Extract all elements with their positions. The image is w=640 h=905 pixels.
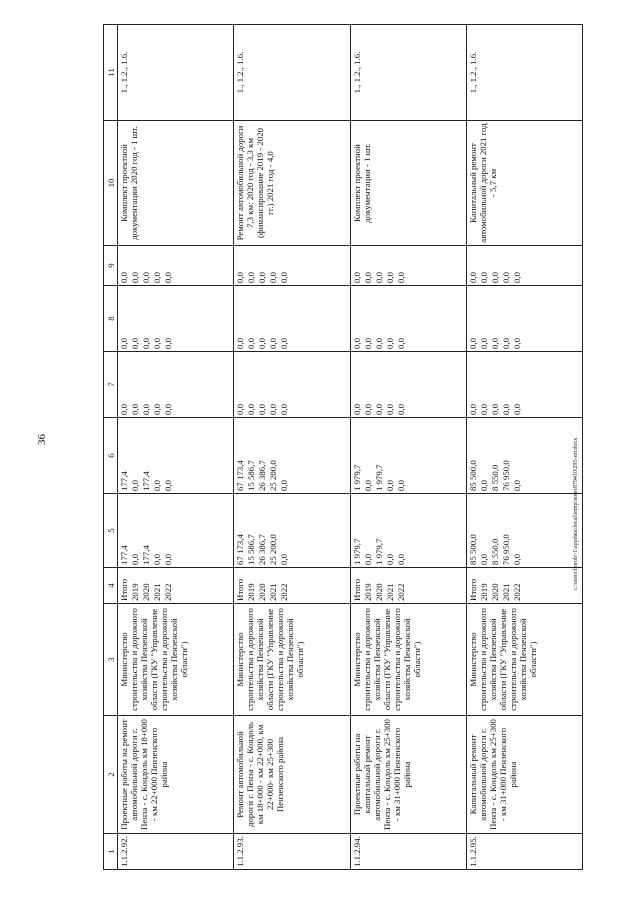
result-indicator: Капитальный ремонт автомобильной дороги 2021 год - 5,7 км: [466, 121, 582, 246]
year-cell: 2020: [257, 583, 268, 601]
value-cell: 0,0: [511, 272, 522, 283]
year-cell: 2021: [500, 583, 511, 601]
value-list-c8: [466, 286, 582, 352]
value-cell: 0,0: [489, 338, 500, 349]
value-list-c9: [350, 246, 466, 286]
value-cell: 0,0: [489, 404, 500, 415]
column-header: 9: [104, 246, 118, 286]
year-cell: 2021: [384, 583, 395, 601]
value-cell: 0,0: [373, 338, 384, 349]
value-cell: 0,0: [500, 404, 511, 415]
year-cell: Итого: [235, 578, 246, 601]
value-cell: 0,0: [152, 338, 162, 349]
value-cell: 177,4: [141, 471, 151, 491]
year-cell: Итого: [119, 578, 129, 601]
table-row: [466, 25, 582, 870]
year-cell: 2022: [163, 583, 173, 601]
value-list-c9: [234, 246, 350, 286]
column-header: 3: [104, 604, 118, 716]
value-cell: 0,0: [163, 554, 173, 565]
column-header: 4: [104, 568, 118, 604]
rotated-table-container: [103, 25, 583, 870]
column-header: 1: [104, 834, 118, 870]
table-row: [350, 25, 466, 870]
value-cell: 0,0: [362, 338, 373, 349]
value-cell: 0,0: [235, 404, 246, 415]
value-list-c6: [466, 418, 582, 494]
table-row: [234, 25, 350, 870]
year-cell: 2019: [478, 583, 489, 601]
footer-file-path: c:\users\boroh~1\appdata\local\temp\notes879410\295-пп.docx: [573, 437, 579, 590]
value-list-c6: [118, 418, 234, 494]
value-cell: 0,0: [268, 404, 279, 415]
value-cell: 0,0: [130, 554, 140, 565]
executor: Министерство строительства и дорожного хозяйства Пензенской области (ГКУ "Управление строительства и дорожного хозяйства Пензенской области"): [118, 604, 234, 716]
value-cell: 0,0: [489, 272, 500, 283]
value-cell: 8 550,0: [489, 538, 500, 565]
value-cell: 0,0: [257, 338, 268, 349]
value-cell: 0,0: [467, 338, 478, 349]
column-header: 2: [104, 716, 118, 834]
year-cell: Итого: [467, 578, 478, 601]
value-cell: 0,0: [351, 404, 362, 415]
value-cell: 0,0: [119, 338, 129, 349]
value-list-c5: [234, 494, 350, 568]
value-list-c5: [350, 494, 466, 568]
value-list-c7: [350, 352, 466, 418]
value-cell: 0,0: [362, 554, 373, 565]
value-cell: 0,0: [130, 404, 140, 415]
value-list-c5: [118, 494, 234, 568]
value-cell: 0,0: [246, 272, 257, 283]
year-cell: 2020: [141, 583, 151, 601]
row-number: 1.1.2.95.: [466, 834, 582, 870]
executor: Министерство строительства и дорожного хозяйства Пензенской области (ГКУ "Управление строительства и дорожного хозяйства Пензенской области"): [466, 604, 582, 716]
value-cell: 85 500,0: [467, 460, 478, 491]
value-list-c8: [350, 286, 466, 352]
table-row: [118, 25, 234, 870]
year-list: [350, 568, 466, 604]
year-cell: 2020: [489, 583, 500, 601]
row-number: 1.1.2.94.: [350, 834, 466, 870]
value-cell: 0,0: [141, 404, 151, 415]
value-cell: 0,0: [395, 480, 406, 491]
year-cell: 2022: [395, 583, 406, 601]
header-row: [104, 25, 118, 870]
value-cell: 0,0: [130, 338, 140, 349]
year-list: [466, 568, 582, 604]
value-cell: 0,0: [246, 404, 257, 415]
page-number: 36: [36, 434, 48, 445]
row-number: 1.1.2.93.: [234, 834, 350, 870]
value-cell: 0,0: [141, 338, 151, 349]
target-reference: 1., 1.2., 1.6.: [466, 25, 582, 121]
result-indicator: Комплект проектной документации - 1 шт.: [350, 121, 466, 246]
year-cell: 2020: [373, 583, 384, 601]
value-cell: 0,0: [511, 554, 522, 565]
executor: Министерство строительства и дорожного хозяйства Пензенской области (ГКУ "Управление строительства и дорожного хозяйства Пензенской области"): [350, 604, 466, 716]
program-activities-table: [103, 24, 583, 870]
value-cell: 0,0: [478, 404, 489, 415]
result-indicator: Комплект проектной документации 2020 год - 1 шт.: [118, 121, 234, 246]
value-cell: 0,0: [511, 480, 522, 491]
value-cell: 0,0: [246, 338, 257, 349]
value-list-c7: [234, 352, 350, 418]
value-list-c6: [350, 418, 466, 494]
row-number: 1.1.2.92.: [118, 834, 234, 870]
value-cell: 0,0: [478, 480, 489, 491]
value-cell: 26 386,7: [257, 534, 268, 565]
value-cell: 0,0: [235, 338, 246, 349]
value-cell: 0,0: [500, 272, 511, 283]
value-cell: 0,0: [511, 404, 522, 415]
value-cell: 0,0: [478, 338, 489, 349]
value-cell: 0,0: [163, 272, 173, 283]
value-cell: 0,0: [152, 554, 162, 565]
value-cell: 0,0: [395, 404, 406, 415]
value-cell: 0,0: [235, 272, 246, 283]
value-cell: 0,0: [279, 404, 290, 415]
value-cell: 0,0: [351, 272, 362, 283]
value-cell: 0,0: [395, 272, 406, 283]
column-header: 6: [104, 418, 118, 494]
year-cell: Итого: [351, 578, 362, 601]
year-list: [234, 568, 350, 604]
value-cell: 0,0: [467, 272, 478, 283]
value-cell: 0,0: [478, 554, 489, 565]
value-cell: 0,0: [141, 272, 151, 283]
year-cell: 2019: [130, 583, 140, 601]
value-cell: 1 979,7: [351, 538, 362, 565]
executor: Министерство строительства и дорожного хозяйства Пензенской области (ГКУ "Управление строительства и дорожного хозяйства Пензенской области"): [234, 604, 350, 716]
value-list-c7: [466, 352, 582, 418]
value-cell: 0,0: [279, 554, 290, 565]
year-cell: 2022: [279, 583, 290, 601]
year-cell: 2019: [362, 583, 373, 601]
value-cell: 26 386,7: [257, 460, 268, 491]
value-cell: 0,0: [384, 404, 395, 415]
result-indicator: Ремонт автомобильной дороги 7,3 км: 2020 год - 3,3 км (финансирование 2019 - 2020 гг.) 2021 год - 4,0: [234, 121, 350, 246]
year-cell: 2021: [268, 583, 279, 601]
target-reference: 1., 1.2., 1.6.: [118, 25, 234, 121]
value-cell: 0,0: [362, 272, 373, 283]
value-cell: 0,0: [373, 404, 384, 415]
value-cell: 0,0: [362, 480, 373, 491]
value-cell: 0,0: [279, 272, 290, 283]
value-cell: 0,0: [511, 338, 522, 349]
value-cell: 177,4: [119, 545, 129, 565]
value-cell: 0,0: [351, 338, 362, 349]
value-cell: 0,0: [384, 480, 395, 491]
value-cell: 0,0: [152, 404, 162, 415]
column-header: 10: [104, 121, 118, 246]
activity-name: Проектные работы на ремонт автомобильной дороги г. Пенза - с. Кондоль км 18+000 - км 22+000 Пензенского района: [118, 716, 234, 834]
target-reference: 1., 1.2., 1.6.: [234, 25, 350, 121]
column-header: 8: [104, 286, 118, 352]
value-cell: 0,0: [500, 338, 511, 349]
value-cell: 1 979,7: [373, 538, 384, 565]
value-list-c8: [118, 286, 234, 352]
value-cell: 0,0: [384, 338, 395, 349]
activity-name: Ремонт автомобильной дороги г. Пенза - с. Кондоль км 18+000 - км 22+000, км 22+000- км 25+300 Пензенского района: [234, 716, 350, 834]
value-cell: 25 200,0: [268, 534, 279, 565]
column-header: 11: [104, 25, 118, 121]
value-cell: 85 500,0: [467, 534, 478, 565]
column-header: 7: [104, 352, 118, 418]
value-list-c5: [466, 494, 582, 568]
activity-name: Капитальный ремонт автомобильной дороги г. Пенза - с. Кондоль км 25+300 - км 31+000 Пензенского района: [466, 716, 582, 834]
year-cell: 2022: [511, 583, 522, 601]
value-list-c8: [234, 286, 350, 352]
value-cell: 1 979,7: [351, 464, 362, 491]
value-cell: 0,0: [467, 404, 478, 415]
value-cell: 0,0: [384, 272, 395, 283]
value-cell: 0,0: [279, 338, 290, 349]
value-cell: 0,0: [130, 272, 140, 283]
value-cell: 76 950,0: [500, 534, 511, 565]
value-cell: 0,0: [163, 404, 173, 415]
value-cell: 0,0: [373, 272, 384, 283]
value-cell: 1 979,7: [373, 464, 384, 491]
value-cell: 0,0: [163, 480, 173, 491]
value-cell: 0,0: [268, 272, 279, 283]
value-cell: 67 173,4: [235, 534, 246, 565]
value-cell: 0,0: [119, 272, 129, 283]
value-cell: 0,0: [257, 404, 268, 415]
value-cell: 76 950,0: [500, 460, 511, 491]
value-list-c6: [234, 418, 350, 494]
value-cell: 177,4: [141, 545, 151, 565]
value-cell: 25 200,0: [268, 460, 279, 491]
value-cell: 15 586,7: [246, 460, 257, 491]
value-cell: 0,0: [384, 554, 395, 565]
value-cell: 0,0: [362, 404, 373, 415]
target-reference: 1., 1.2., 1.6.: [350, 25, 466, 121]
value-cell: 0,0: [119, 404, 129, 415]
activity-name: Проектные работы на капитальный ремонт автомобильной дороги г. Пенза - с. Кондоль км 25+300 - км 31+000 Пензенского района: [350, 716, 466, 834]
value-cell: 0,0: [163, 338, 173, 349]
value-cell: 0,0: [395, 338, 406, 349]
value-cell: 0,0: [152, 272, 162, 283]
value-list-c9: [118, 246, 234, 286]
value-cell: 0,0: [130, 480, 140, 491]
value-cell: 15 586,7: [246, 534, 257, 565]
year-cell: 2019: [246, 583, 257, 601]
column-header: 5: [104, 494, 118, 568]
value-cell: 0,0: [279, 480, 290, 491]
value-cell: 67 173,4: [235, 460, 246, 491]
value-cell: 0,0: [395, 554, 406, 565]
value-cell: 0,0: [478, 272, 489, 283]
value-cell: 177,4: [119, 471, 129, 491]
year-list: [118, 568, 234, 604]
value-cell: 0,0: [152, 480, 162, 491]
value-cell: 0,0: [257, 272, 268, 283]
value-list-c7: [118, 352, 234, 418]
year-cell: 2021: [152, 583, 162, 601]
value-cell: 0,0: [268, 338, 279, 349]
value-cell: 8 550,0: [489, 464, 500, 491]
value-list-c9: [466, 246, 582, 286]
